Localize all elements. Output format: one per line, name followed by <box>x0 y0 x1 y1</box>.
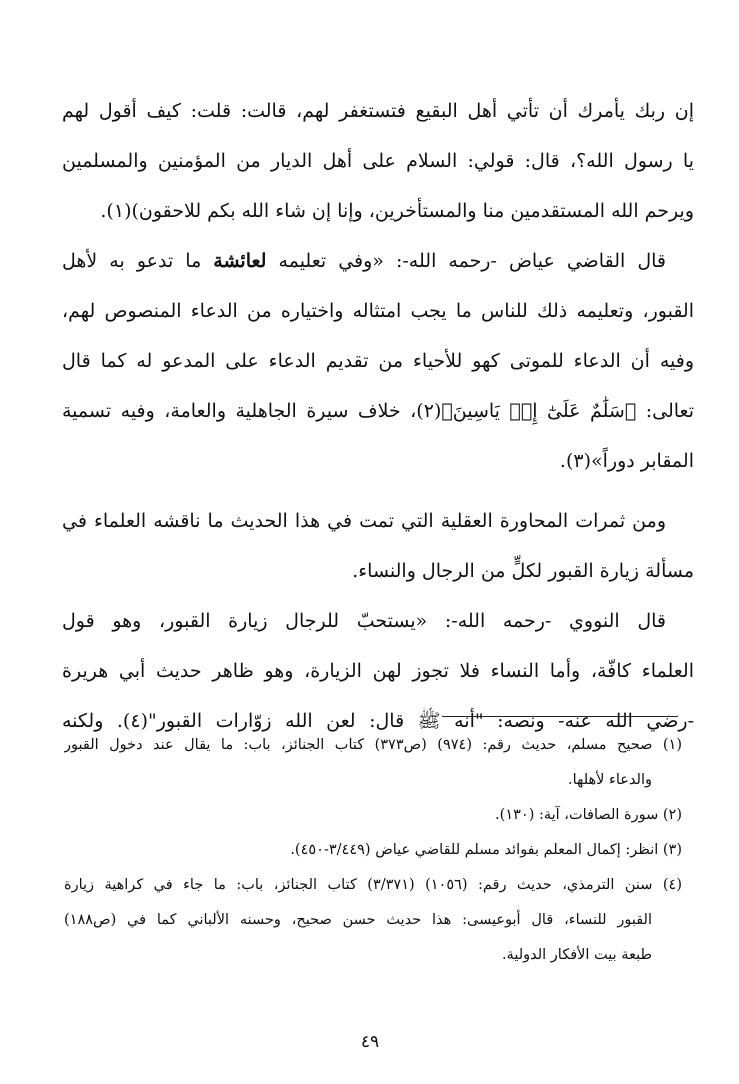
text-line: -رضي الله عنه- ونصه: "أنه ﷺ قال: لعن الله زوّارات القبور"(٤). ولكنه <box>62 710 694 732</box>
main-text <box>62 86 694 746</box>
bold-name: لعائشة <box>213 250 267 272</box>
text-line: يا رسول الله؟، قال: قولي: السلام على أهل الديار من المؤمنين والمسلمين <box>62 150 694 172</box>
footnote-1 <box>64 728 682 798</box>
text-line: العلماء كافّة، وأما النساء فلا تجوز لهن الزيارة، وهو ظاهر حديث أبي هريرة <box>62 660 694 682</box>
text-run: ما تدعو به لأهل <box>62 250 214 272</box>
footnote-line: طبعة بيت الأفكار الدولية. <box>501 947 652 963</box>
footnote-line: القبور للنساء، قال أبوعيسى: هذا حديث حسن صحيح، وحسنه الألباني كما في (ص١٨٨) <box>64 912 652 928</box>
footnote-line: (٢) سورة الصافات، آية: (١٣٠). <box>495 807 682 823</box>
paragraph-gap <box>62 486 694 496</box>
text-line: القبور، وتعليمه ذلك للناس ما يجب امتثاله واختياره من الدعاء المنصوص لهم، <box>62 300 694 322</box>
page-number: ٤٩ <box>360 1032 380 1052</box>
text-run: قال القاضي عياض -رحمه الله-: «وفي تعليمه <box>266 250 666 272</box>
footnote-2 <box>64 798 682 833</box>
footnote-line: (١) صحيح مسلم، حديث رقم: (٩٧٤) (ص٣٧٣) كتاب الجنائز، باب: ما يقال عند دخول القبور <box>64 737 682 753</box>
paragraph-3 <box>62 496 694 596</box>
footnote-3 <box>64 833 682 868</box>
text-line: المقابر دوراً»(٣). <box>559 450 694 472</box>
paragraph-2 <box>62 236 694 486</box>
paragraph-4 <box>62 596 694 746</box>
text-line: تعالى: ﴿سَلَٰمٌ عَلَىٰٓ إِلۡ يَاسِينَ﴾(٢)، خلاف سيرة الجاهلية والعامة، وفيه تسمية <box>62 400 694 422</box>
footnote-line: والدعاء لأهلها. <box>568 772 652 788</box>
text-line: ومن ثمرات المحاورة العقلية التي تمت في هذا الحديث ما ناقشه العلماء في <box>62 510 666 532</box>
footnote-line: (٤) سنن الترمذي، حديث رقم: (١٠٥٦) (٣/٣٧١) كتاب الجنائز، باب: ما جاء في كراهية زيارة <box>64 877 682 893</box>
text-line <box>62 236 694 286</box>
text-line: ويرحم الله المستقدمين منا والمستأخرين، وإنا إن شاء الله بكم للاحقون)(١). <box>100 200 694 222</box>
text-line: قال النووي -رحمه الله-: «يستحبّ للرجال زيارة القبور، وهو قول <box>62 610 666 632</box>
paragraph-1 <box>62 86 694 236</box>
footnote-4 <box>64 868 682 973</box>
text-line: وفيه أن الدعاء للموتى كهو للأحياء من تقديم الدعاء على المدعو له كما قال <box>62 350 694 372</box>
footnote-line: (٣) انظر: إكمال المعلم بفوائد مسلم للقاضي عياض (٣/٤٤٩-٤٥٠). <box>290 842 682 858</box>
footnotes <box>64 728 682 973</box>
text-line: إن ربك يأمرك أن تأتي أهل البقيع فتستغفر لهم، قالت: قلت: كيف أقول لهم <box>62 100 694 122</box>
footnote-separator <box>442 716 678 717</box>
text-line: مسألة زيارة القبور لكلٍّ من الرجال والنساء. <box>352 560 694 582</box>
